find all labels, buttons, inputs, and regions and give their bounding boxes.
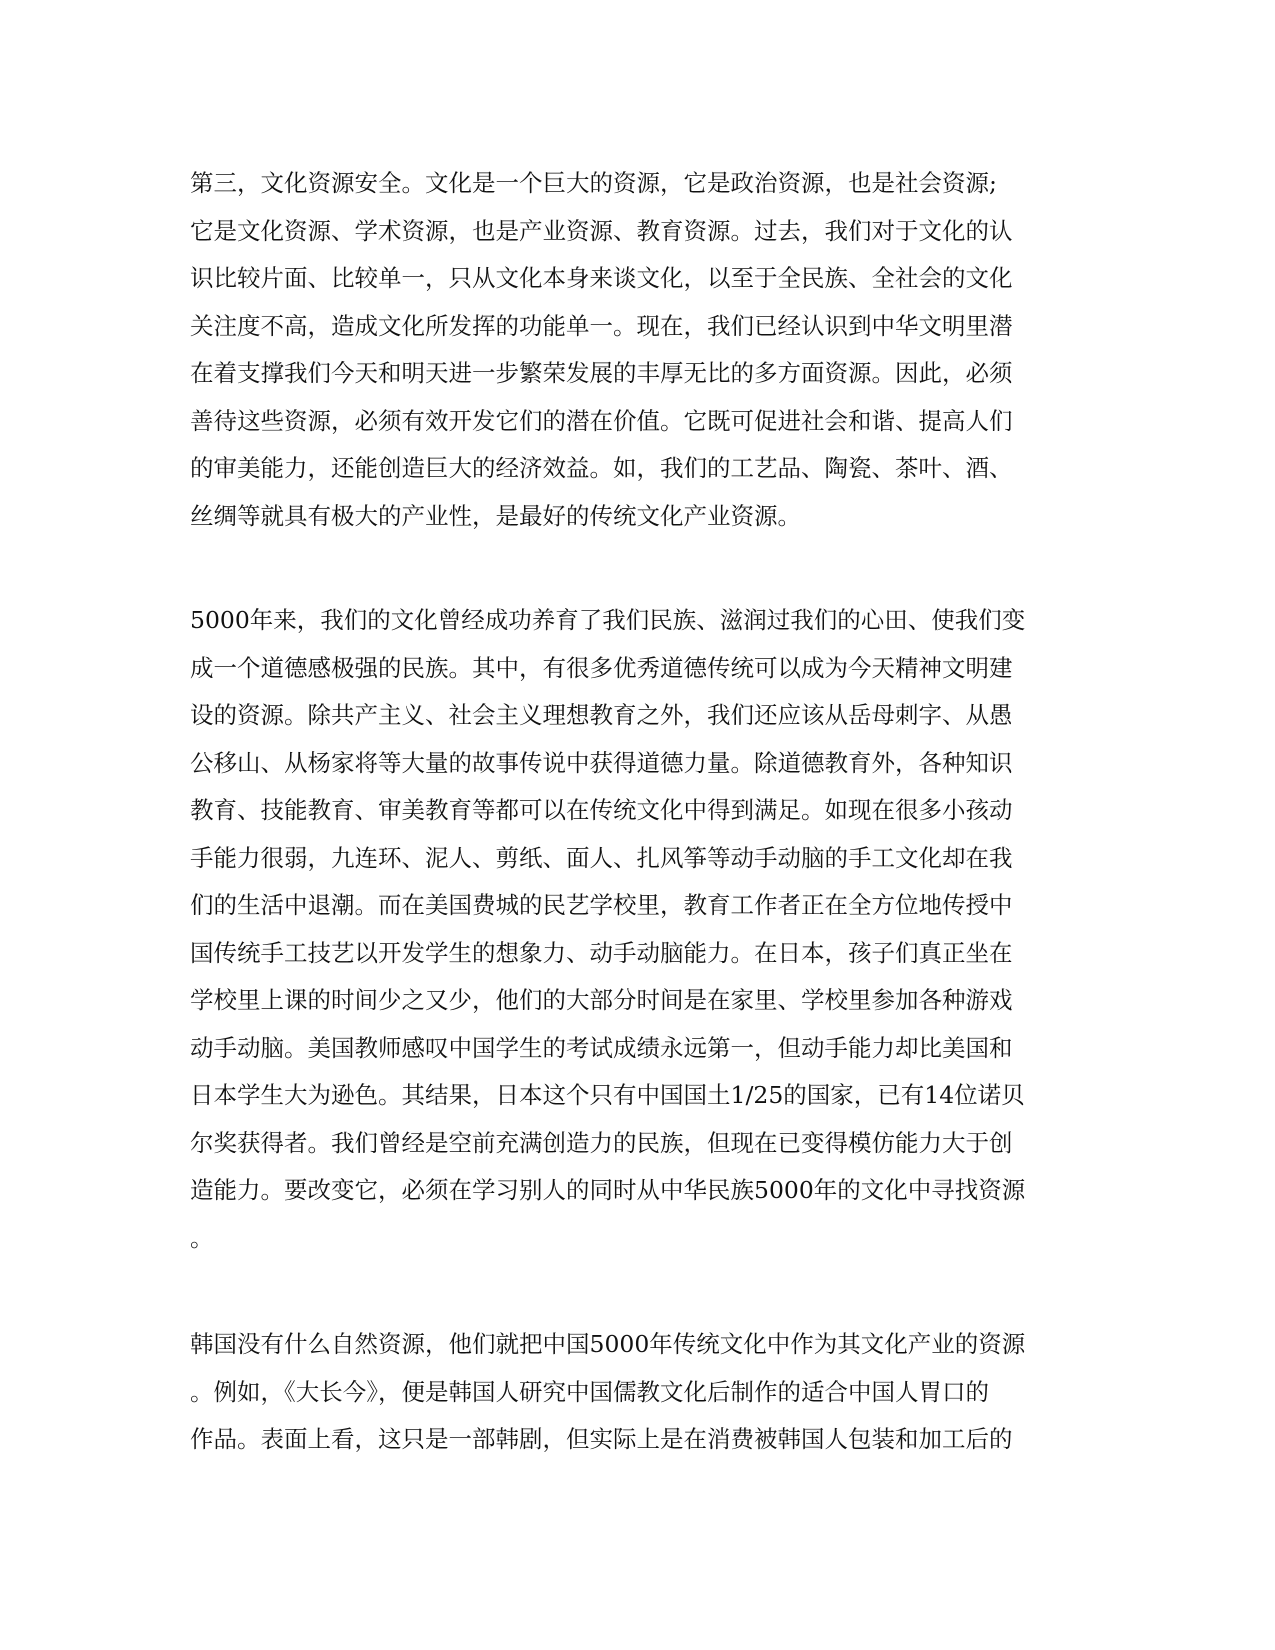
text-line: 。 bbox=[190, 1223, 214, 1252]
text-line: 善待这些资源，必须有效开发它们的潜在价值。它既可促进社会和谐、提高人们 bbox=[190, 406, 1013, 435]
text-line: 在着支撑我们今天和明天进一步繁荣发展的丰厚无比的多方面资源。因此，必须 bbox=[190, 359, 1013, 387]
text-line: 成一个道德感极强的民族。其中，有很多优秀道德传统可以成为今天精神文明建 bbox=[190, 653, 1013, 682]
text-line: 日本学生大为逊色。其结果，日本这个只有中国国土1/25的国家，已有14位诺贝 bbox=[190, 1081, 1025, 1109]
text-line: 手能力很弱，九连环、泥人、剪纸、面人、扎风筝等动手动脑的手工文化却在我 bbox=[190, 843, 1013, 872]
paragraph-cultural-resource-security bbox=[190, 160, 1060, 540]
text-line: 。例如，《大长今》，便是韩国人研究中国儒教文化后制作的适合中国人胃口的 bbox=[190, 1377, 989, 1406]
text-line: 5000年来，我们的文化曾经成功养育了我们民族、滋润过我们的心田、使我们变 bbox=[190, 606, 1026, 634]
text-line: 它是文化资源、学术资源，也是产业资源、教育资源。过去，我们对于文化的认 bbox=[190, 216, 1013, 245]
paragraph-5000-years-culture bbox=[190, 597, 1060, 1262]
text-line: 丝绸等就具有极大的产业性，是最好的传统文化产业资源。 bbox=[190, 501, 801, 530]
text-line: 学校里上课的时间少之又少，他们的大部分时间是在家里、学校里参加各种游戏 bbox=[190, 986, 1013, 1014]
text-line: 作品。表面上看，这只是一部韩剧，但实际上是在消费被韩国人包装和加工后的 bbox=[190, 1425, 1013, 1453]
text-line: 公移山、从杨家将等大量的故事传说中获得道德力量。除道德教育外，各种知识 bbox=[190, 748, 1013, 777]
text-line: 造能力。要改变它，必须在学习别人的同时从中华民族5000年的文化中寻找资源 bbox=[190, 1176, 1026, 1204]
text-line: 尔奖获得者。我们曾经是空前充满创造力的民族，但现在已变得模仿能力大于创 bbox=[190, 1128, 1013, 1157]
text-line: 国传统手工技艺以开发学生的想象力、动手动脑能力。在日本，孩子们真正坐在 bbox=[190, 938, 1013, 967]
paragraph-korea-cultural-industry bbox=[190, 1321, 1060, 1464]
text-line: 设的资源。除共产主义、社会主义理想教育之外，我们还应该从岳母刺字、从愚 bbox=[190, 701, 1013, 729]
text-line: 们的生活中退潮。而在美国费城的民艺学校里，教育工作者正在全方位地传授中 bbox=[190, 891, 1013, 919]
text-line: 第三，文化资源安全。文化是一个巨大的资源，它是政治资源，也是社会资源; bbox=[190, 169, 997, 197]
text-line: 的审美能力，还能创造巨大的经济效益。如，我们的工艺品、陶瓷、茶叶、酒、 bbox=[190, 454, 1013, 482]
text-line: 关注度不高，造成文化所发挥的功能单一。现在，我们已经认识到中华文明里潜 bbox=[190, 311, 1013, 340]
text-line: 教育、技能教育、审美教育等都可以在传统文化中得到满足。如现在很多小孩动 bbox=[190, 796, 1013, 824]
text-line: 动手动脑。美国教师感叹中国学生的考试成绩永远第一，但动手能力却比美国和 bbox=[190, 1033, 1013, 1062]
text-line: 识比较片面、比较单一，只从文化本身来谈文化，以至于全民族、全社会的文化 bbox=[190, 264, 1013, 292]
text-line: 韩国没有什么自然资源，他们就把中国5000年传统文化中作为其文化产业的资源 bbox=[190, 1330, 1026, 1358]
